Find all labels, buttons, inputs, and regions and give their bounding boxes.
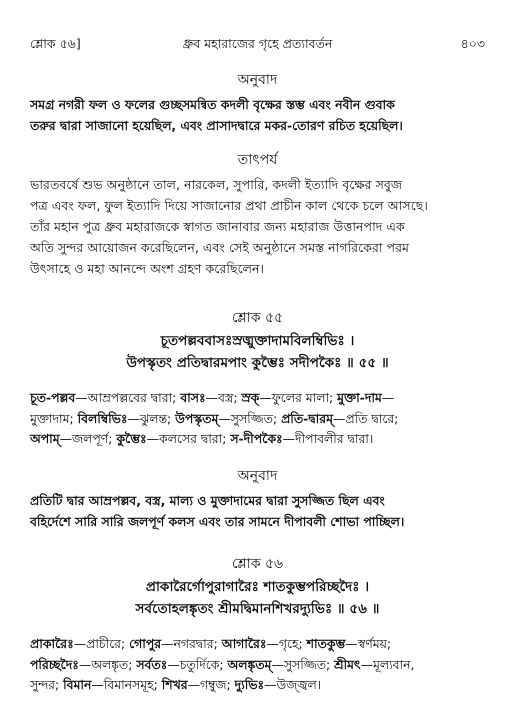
sanskrit-word: অপাম্	[30, 431, 60, 446]
sanskrit-word: স্রক্	[241, 390, 260, 405]
sanskrit-word: শিখর	[161, 677, 188, 692]
word-meaning: —গম্বুজ;	[187, 677, 235, 692]
sanskrit-word: চূত-পল্লব	[30, 390, 76, 405]
word-meaning: —কলসের দ্বারা;	[146, 431, 231, 446]
sanskrit-word: দ্যুভিঃ	[234, 677, 265, 692]
sanskrit-word: স-দীপকৈঃ	[230, 431, 283, 446]
purport-line: অতি সুন্দর আয়োজন করেছিলেন, এবং সেই অনুষ্ঠানে সমস্ত নাগরিকেরা পরম	[30, 240, 410, 255]
word-meaning: —গৃহে;	[266, 636, 307, 651]
word-meaning: —ফুলের মালা;	[259, 390, 338, 405]
word-meaning: সুন্দর;	[30, 677, 64, 692]
sanskrit-word: প্রতি-দ্বারম্	[281, 410, 333, 426]
verse-56-heading: শ্লোক ৫৬	[231, 556, 284, 572]
sanskrit-word: শ্রীমৎ	[334, 656, 361, 672]
translation-2-heading: অনুবাদ	[237, 468, 278, 484]
word-meaning: —আম্রপল্লবের দ্বারা;	[75, 390, 181, 405]
word-meaning: মুক্তাদাম;	[30, 410, 78, 426]
sanskrit-word: শাতকুম্ভ	[306, 636, 346, 651]
word-meaning: —সুসজ্জিত;	[271, 656, 335, 672]
word-meaning: —মূল্যবান,	[360, 656, 415, 672]
verse-56-synonyms	[30, 634, 485, 696]
purport-text	[30, 174, 485, 279]
word-meaning: —প্রাচীরে;	[73, 636, 130, 651]
translation-2-text	[30, 490, 485, 532]
word-meaning: —উজ্জ্বল।	[264, 677, 322, 692]
verse-line: প্রাকারৈর্গোপুরাগারৈঃ শাতকুম্ভপরিচ্ছদৈঃ ।	[145, 579, 370, 595]
word-meaning: —দীপাবলীর দ্বারা।	[282, 431, 374, 446]
sanskrit-word: পরিচ্ছদৈঃ	[30, 656, 79, 672]
synonym-line	[30, 429, 485, 450]
sanskrit-word: উপস্কৃতম্	[175, 410, 219, 426]
synonym-line	[30, 388, 485, 409]
word-meaning: —প্রতি দ্বারে;	[332, 410, 399, 426]
purport-line: তাঁর মহান পুত্র ধ্রুব মহারাজকে স্বাগত জানাবার জন্য মহারাজ উত্তানপাদ এক	[30, 219, 405, 234]
verse-55-heading: শ্লোক ৫৫	[231, 310, 284, 326]
synonym-line	[30, 409, 485, 430]
word-meaning: —ঝুলন্ত;	[127, 410, 176, 426]
word-meaning: —অলঙ্কৃত;	[78, 656, 137, 672]
verse-line: উপস্কৃতং প্রতিদ্বারমপাং কুম্ভৈঃ সদীপকৈঃ ॥ ৫৫ ॥	[126, 355, 389, 371]
synonym-line	[30, 655, 485, 676]
sanskrit-word: আগারৈঃ	[221, 636, 267, 651]
header-chapter-title: ধ্রুব মহারাজের গৃহে প্রত্যাবর্তন	[182, 36, 333, 51]
header-verse-ref: শ্লোক ৫৬]	[30, 36, 81, 51]
synonym-line	[30, 675, 485, 696]
translation-line: সমগ্র নগরী ফল ও ফলের গুচ্ছসমন্বিত কদলী বৃক্ষের স্তম্ভ এবং নবীন গুবাক	[30, 97, 395, 112]
purport-line: ভারতবর্ষে শুভ অনুষ্ঠানে তাল, নারকেল, সুপারি, কদলী ইত্যাদি বৃক্ষের সবুজ	[30, 177, 403, 192]
running-header	[30, 34, 485, 54]
sanskrit-word: কুম্ভৈঃ	[116, 431, 147, 446]
verse-56-text	[30, 576, 485, 620]
verse-55-synonyms	[30, 388, 485, 450]
sanskrit-word: বিলম্বিভিঃ	[77, 410, 128, 426]
word-meaning: —সুসজ্জিত;	[218, 410, 282, 426]
purport-heading: তাৎপর্য	[237, 152, 278, 168]
sanskrit-word: বাসঃ	[180, 390, 206, 405]
translation-line: বহির্দেশে সারি সারি জলপূর্ণ কলস এবং তার সামনে দীপাবলী শোভা পাচ্ছিল।	[30, 514, 405, 529]
translation-line: প্রতিটি দ্বার আম্রপল্লব, বস্ত্র, মাল্য ও মুক্তাদামের দ্বারা সুসজ্জিত ছিল এবং	[30, 493, 385, 508]
word-meaning: —বিমানসমূহ;	[91, 677, 162, 692]
sanskrit-word: বিমান	[63, 677, 92, 692]
verse-line: চূতপল্লববাসঃস্রঙ্মুক্তাদামবিলম্বিভিঃ ।	[160, 333, 355, 349]
translation-heading: অনুবাদ	[237, 72, 278, 88]
sanskrit-word: সর্বতঃ	[136, 656, 168, 672]
word-meaning: —	[381, 390, 395, 405]
page-number: ৪০৩	[460, 36, 485, 51]
verse-55-text	[30, 330, 485, 374]
translation-text	[30, 94, 485, 136]
synonym-line	[30, 634, 485, 655]
translation-line: তরুর দ্বারা সাজানো হয়েছিল, এবং প্রাসাদদ্বারে মকর-তোরণ রচিত হয়েছিল।	[30, 118, 403, 133]
sanskrit-word: অলঙ্কৃতম্	[227, 656, 272, 672]
word-meaning: —বস্ত্র;	[205, 390, 242, 405]
sanskrit-word: গোপুর	[129, 636, 162, 651]
word-meaning: —স্বর্ণময়;	[345, 636, 392, 651]
word-meaning: —চতুর্দিকে;	[167, 656, 228, 672]
purport-line: পত্র এবং ফল, ফুল ইত্যাদি দিয়ে সাজানোর প্রথা প্রাচীন কাল থেকে চলে আসছে।	[30, 198, 428, 213]
sanskrit-word: মুক্তা-দাম	[337, 390, 382, 405]
verse-line: সর্বতোহলঙ্কৃতং শ্রীমদ্বিমানশিখরদ্যুভিঃ ॥ ৫৬ ॥	[135, 601, 380, 617]
sanskrit-word: প্রাকারৈঃ	[30, 636, 74, 651]
purport-line: উৎসাহে ও মহা আনন্দে অংশ গ্রহণ করেছিলেন।	[30, 261, 265, 276]
word-meaning: —নগরদ্বার;	[161, 636, 222, 651]
word-meaning: —জলপূর্ণ;	[59, 431, 117, 446]
